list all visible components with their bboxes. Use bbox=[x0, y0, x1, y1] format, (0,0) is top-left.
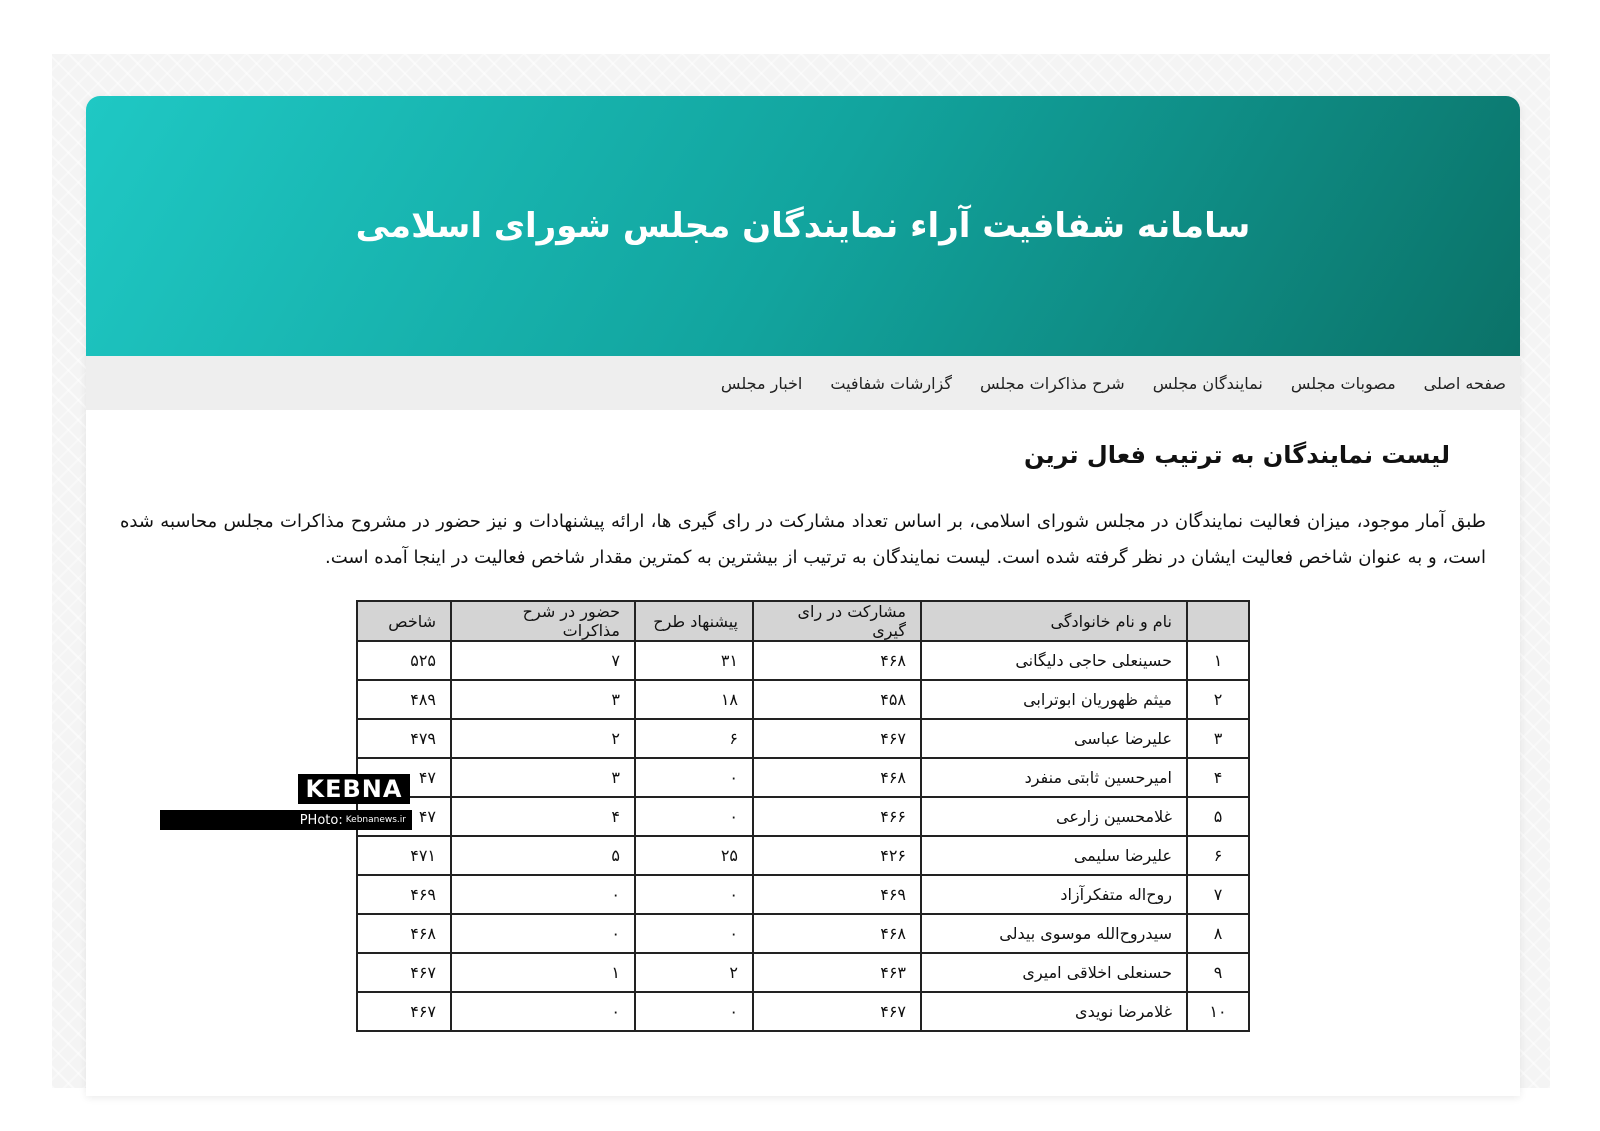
row-score: ۴۷۹ bbox=[357, 719, 451, 758]
nav-representatives[interactable]: نمایندگان مجلس bbox=[1152, 373, 1263, 393]
table-row bbox=[357, 641, 1249, 680]
row-name: غلامحسین زارعی bbox=[921, 797, 1187, 836]
row-debates: ۳ bbox=[451, 680, 635, 719]
table-row bbox=[357, 719, 1249, 758]
table-header-row bbox=[357, 601, 1249, 641]
intro-paragraph: طبق آمار موجود، میزان فعالیت نمایندگان در مجلس شورای اسلامی، بر اساس تعداد مشارکت در رای گیری ها، ارائه پیشنهادات و نیز حضور در مشروح مذاکرات مجلس محاسبه شده است، و به عنوان شاخص فعالیت ایشان در نظر گرفته شده است. لیست نمایندگان به ترتیب از بیشترین به کمترین مقدار شاخص فعالیت در اینجا آمده است. bbox=[120, 511, 1486, 568]
row-debates: ۵ bbox=[451, 836, 635, 875]
row-score: ۴۶۸ bbox=[357, 914, 451, 953]
nav-news[interactable]: اخبار مجلس bbox=[720, 373, 803, 393]
row-score: ۴۸۹ bbox=[357, 680, 451, 719]
row-proposals: ۲۵ bbox=[635, 836, 753, 875]
table-row bbox=[357, 875, 1249, 914]
row-debates: ۰ bbox=[451, 992, 635, 1031]
row-index: ۹ bbox=[1187, 953, 1249, 992]
row-index: ۴ bbox=[1187, 758, 1249, 797]
row-index: ۶ bbox=[1187, 836, 1249, 875]
row-index: ۵ bbox=[1187, 797, 1249, 836]
row-index: ۱ bbox=[1187, 641, 1249, 680]
nav-approvals[interactable]: مصوبات مجلس bbox=[1290, 373, 1396, 393]
row-debates: ۰ bbox=[451, 875, 635, 914]
main-nav bbox=[86, 356, 1520, 410]
row-proposals: ۰ bbox=[635, 992, 753, 1031]
ranking-table-wrap bbox=[356, 600, 1250, 1032]
col-votes: مشارکت در رای گیری bbox=[753, 601, 921, 641]
row-name: حسینعلی حاجی دلیگانی bbox=[921, 641, 1187, 680]
row-index: ۳ bbox=[1187, 719, 1249, 758]
row-proposals: ۶ bbox=[635, 719, 753, 758]
row-name: غلامرضا نویدی bbox=[921, 992, 1187, 1031]
col-proposals: پیشنهاد طرح bbox=[635, 601, 753, 641]
row-votes: ۴۶۳ bbox=[753, 953, 921, 992]
site-title: سامانه شفافیت آراء نمایندگان مجلس شورای اسلامی bbox=[355, 206, 1251, 246]
row-proposals: ۳۱ bbox=[635, 641, 753, 680]
col-debates: حضور در شرح مذاکرات bbox=[451, 601, 635, 641]
row-proposals: ۱۸ bbox=[635, 680, 753, 719]
main-card bbox=[86, 96, 1520, 1096]
row-score: ۴۷ bbox=[357, 797, 451, 836]
row-name: روح‌اله متفکرآزاد bbox=[921, 875, 1187, 914]
col-index bbox=[1187, 601, 1249, 641]
site-header bbox=[86, 96, 1520, 356]
row-votes: ۴۵۸ bbox=[753, 680, 921, 719]
table-body bbox=[357, 641, 1249, 1031]
table-row bbox=[357, 758, 1249, 797]
row-votes: ۴۶۸ bbox=[753, 914, 921, 953]
row-debates: ۲ bbox=[451, 719, 635, 758]
row-proposals: ۰ bbox=[635, 914, 753, 953]
watermark-credit-prefix: PHoto: bbox=[299, 812, 343, 828]
row-score: ۴۶۷ bbox=[357, 953, 451, 992]
row-name: علیرضا عباسی bbox=[921, 719, 1187, 758]
row-score: ۴۷ bbox=[357, 758, 451, 797]
ranking-table bbox=[356, 600, 1250, 1032]
row-proposals: ۲ bbox=[635, 953, 753, 992]
row-score: ۴۶۷ bbox=[357, 992, 451, 1031]
row-proposals: ۰ bbox=[635, 797, 753, 836]
row-votes: ۴۶۸ bbox=[753, 641, 921, 680]
row-score: ۵۲۵ bbox=[357, 641, 451, 680]
table-row bbox=[357, 797, 1249, 836]
row-index: ۷ bbox=[1187, 875, 1249, 914]
row-score: ۴۷۱ bbox=[357, 836, 451, 875]
table-row bbox=[357, 992, 1249, 1031]
row-debates: ۳ bbox=[451, 758, 635, 797]
row-votes: ۴۶۷ bbox=[753, 719, 921, 758]
col-name: نام و نام خانوادگی bbox=[921, 601, 1187, 641]
row-name: سیدروح‌الله موسوی بیدلی bbox=[921, 914, 1187, 953]
nav-home[interactable]: صفحه اصلی bbox=[1423, 373, 1506, 393]
row-votes: ۴۶۶ bbox=[753, 797, 921, 836]
row-score: ۴۶۹ bbox=[357, 875, 451, 914]
watermark bbox=[160, 774, 412, 832]
row-votes: ۴۶۸ bbox=[753, 758, 921, 797]
row-debates: ۴ bbox=[451, 797, 635, 836]
row-name: امیرحسین ثابتی منفرد bbox=[921, 758, 1187, 797]
row-index: ۱۰ bbox=[1187, 992, 1249, 1031]
nav-debates[interactable]: شرح مذاکرات مجلس bbox=[979, 373, 1125, 393]
watermark-credit bbox=[160, 810, 412, 830]
row-name: حسنعلی اخلاقی امیری bbox=[921, 953, 1187, 992]
watermark-credit-site: Kebnanews.ir bbox=[345, 815, 406, 825]
row-name: علیرضا سلیمی bbox=[921, 836, 1187, 875]
table-row bbox=[357, 680, 1249, 719]
row-index: ۸ bbox=[1187, 914, 1249, 953]
table-row bbox=[357, 914, 1249, 953]
row-votes: ۴۶۹ bbox=[753, 875, 921, 914]
row-debates: ۷ bbox=[451, 641, 635, 680]
row-votes: ۴۲۶ bbox=[753, 836, 921, 875]
nav-transparency-reports[interactable]: گزارشات شفافیت bbox=[830, 373, 952, 393]
table-row bbox=[357, 953, 1249, 992]
watermark-brand: KEBNA bbox=[298, 774, 410, 804]
row-votes: ۴۶۷ bbox=[753, 992, 921, 1031]
col-index-score: شاخص bbox=[357, 601, 451, 641]
row-proposals: ۰ bbox=[635, 758, 753, 797]
table-row bbox=[357, 836, 1249, 875]
row-debates: ۰ bbox=[451, 914, 635, 953]
row-debates: ۱ bbox=[451, 953, 635, 992]
row-proposals: ۰ bbox=[635, 875, 753, 914]
page-heading: لیست نمایندگان به ترتیب فعال ترین bbox=[1023, 441, 1450, 469]
row-index: ۲ bbox=[1187, 680, 1249, 719]
row-name: میثم ظهوریان ابوترابی bbox=[921, 680, 1187, 719]
